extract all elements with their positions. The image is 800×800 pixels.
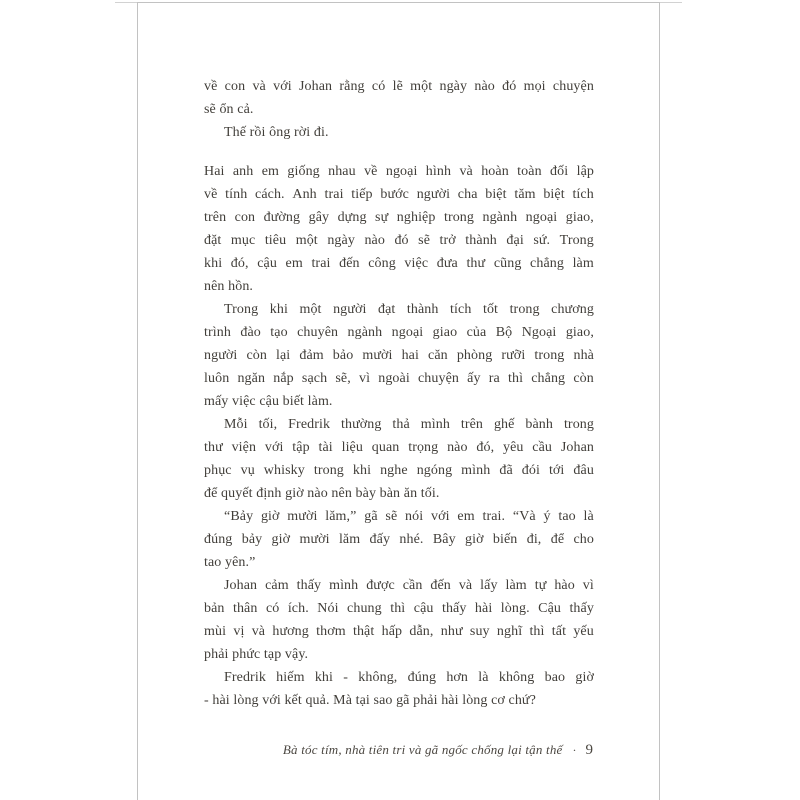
- page-text: [204, 75, 594, 712]
- footer-separator-dot: ·: [572, 743, 577, 757]
- paragraph: [204, 160, 594, 298]
- paragraph: [204, 75, 594, 121]
- text-line: bản thân có ích. Nói chung thì cậu thấy hài lòng. Cậu thấy: [204, 601, 594, 616]
- paragraph: [204, 666, 594, 712]
- text-line: Trong khi một người đạt thành tích tốt trong chương: [224, 302, 594, 317]
- text-line: đặt mục tiêu một ngày nào đó sẽ trở thành đại sứ. Trong: [204, 233, 594, 248]
- book-page: [137, 2, 660, 800]
- text-line: về tính cách. Anh trai tiếp bước người cha biệt tăm biệt tích: [204, 187, 594, 202]
- text-line: Hai anh em giống nhau về ngoại hình và hoàn toàn đối lập: [204, 164, 594, 179]
- text-line: Mỗi tối, Fredrik thường thả mình trên ghế bành trong: [224, 417, 594, 432]
- text-line: mấy việc cậu biết làm.: [204, 394, 333, 409]
- text-line: để quyết định giờ nào nên bày bàn ăn tối.: [204, 486, 440, 501]
- running-title: Bà tóc tím, nhà tiên tri và gã ngốc chống lại tận thế: [282, 742, 563, 757]
- page-number: 9: [585, 742, 593, 758]
- text-line: Johan cảm thấy mình được cần đến và lấy làm tự hào vì: [224, 578, 594, 593]
- text-line: khi đó, cậu em trai đến công việc đưa thư cũng chẳng làm: [204, 256, 594, 271]
- paragraph: [204, 574, 594, 666]
- text-line: Fredrik hiếm khi - không, đúng hơn là không bao giờ: [224, 670, 594, 685]
- text-line: phải phức tạp vậy.: [204, 647, 309, 662]
- text-line: mùi vị và hương thơm thật hấp dẫn, như suy nghĩ thì tất yếu: [204, 624, 594, 639]
- paragraph: [204, 413, 594, 505]
- text-line: luôn ngăn nắp sạch sẽ, vì ngoài chuyện ấy ra thì chẳng còn: [204, 371, 594, 386]
- paragraph: [204, 298, 594, 413]
- paragraph: [204, 121, 594, 144]
- text-line: - hài lòng với kết quả. Mà tại sao gã phải hài lòng cơ chứ?: [204, 693, 536, 708]
- text-line: phục vụ whisky trong khi nghe ngóng mình đã đói tới đâu: [204, 463, 594, 478]
- text-line: sẽ ổn cả.: [204, 102, 254, 117]
- text-line: trình đào tạo chuyên ngành ngoại giao của Bộ Ngoại giao,: [204, 325, 594, 340]
- text-line: đúng bảy giờ mười lăm đấy nhé. Bây giờ biến đi, để cho: [204, 532, 594, 547]
- text-line: Thế rồi ông rời đi.: [224, 125, 329, 140]
- text-line: nên hồn.: [204, 279, 254, 294]
- text-line: thư viện với tập tài liệu quan trọng nào đó, yêu cầu Johan: [204, 440, 594, 455]
- text-line: về con và với Johan rằng có lẽ một ngày nào đó mọi chuyện: [204, 79, 594, 94]
- text-line: “Bảy giờ mười lăm,” gã sẽ nói với em trai. “Và ý tao là: [224, 509, 594, 524]
- text-line: người còn lại đảm bảo mười hai căn phòng rưỡi trong nhà: [204, 348, 594, 363]
- text-line: tao yên.”: [204, 555, 256, 570]
- paragraph: [204, 505, 594, 574]
- page-footer: [283, 741, 593, 759]
- text-line: trên con đường gây dựng sự nghiệp trong ngành ngoại giao,: [204, 210, 594, 225]
